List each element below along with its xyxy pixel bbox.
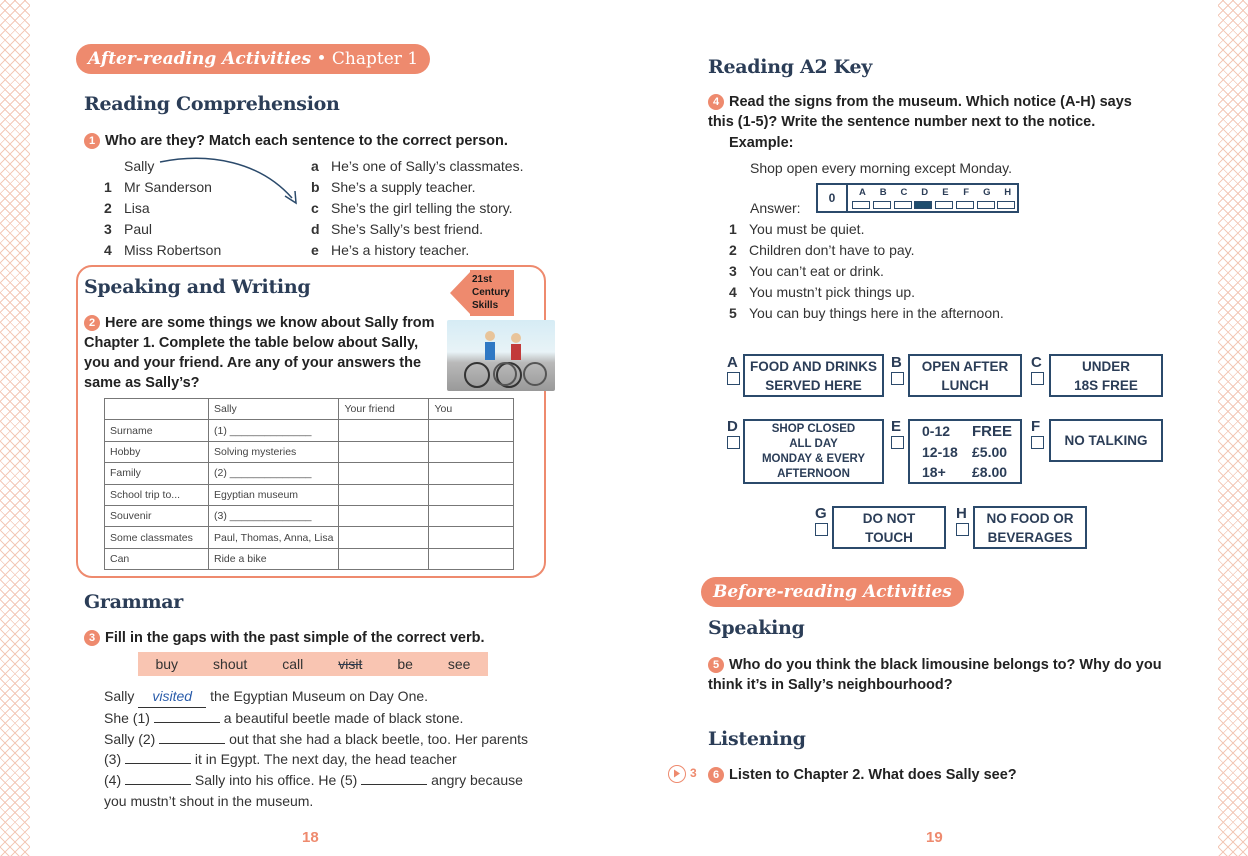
page-number-left: 18 bbox=[302, 829, 319, 846]
sign-b-checkbox[interactable] bbox=[891, 372, 904, 385]
gap-3[interactable] bbox=[125, 752, 191, 764]
gap-1[interactable] bbox=[154, 711, 220, 723]
table-row: Can Ride a bike bbox=[105, 548, 514, 569]
grammar-line: (3) it in Egypt. The next day, the head teacher bbox=[104, 751, 457, 768]
answer-letters: A B C D E F G H bbox=[858, 187, 1012, 198]
question-number: 5 bbox=[708, 657, 724, 673]
grammar-title: Grammar bbox=[84, 591, 183, 613]
word-see: see bbox=[447, 656, 471, 672]
list-item: d She’s Sally’s best friend. bbox=[311, 221, 484, 237]
question-5: 5 Who do you think the black limousine belongs to? Why do you think it’s in Sally’s neighbourhood? bbox=[708, 657, 1162, 693]
question-2: 2 Here are some things we know about Sally from Chapter 1. Complete the table below about Sally, you and your friend. Are any of your answers the same as Sally’s? bbox=[84, 315, 435, 391]
your-friend-cell[interactable] bbox=[339, 420, 429, 441]
banner-separator: • bbox=[316, 49, 327, 69]
your-friend-cell[interactable] bbox=[339, 463, 429, 484]
list-item: 3 Paul bbox=[104, 221, 153, 237]
your-friend-cell[interactable] bbox=[339, 441, 429, 462]
list-item: e He’s a history teacher. bbox=[311, 242, 470, 258]
sign-a: FOOD AND DRINKS SERVED HERE bbox=[743, 354, 884, 397]
list-item: 4 Miss Robertson bbox=[104, 242, 222, 258]
table-row: Hobby Solving mysteries bbox=[105, 441, 514, 462]
sign-c-letter: C bbox=[1031, 354, 1042, 371]
answer-boxes bbox=[852, 201, 1018, 209]
page-number-right: 19 bbox=[926, 829, 943, 846]
sign-h: NO FOOD OR BEVERAGES bbox=[973, 506, 1087, 549]
table-row: School trip to... Egyptian museum bbox=[105, 484, 514, 505]
answer-box-filled[interactable] bbox=[914, 201, 932, 209]
list-item: 1 You must be quiet. bbox=[729, 221, 865, 237]
list-item: 2 Children don’t have to pay. bbox=[729, 242, 915, 258]
grammar-line: Sally (2) out that she had a black beetle, too. Her parents bbox=[104, 730, 529, 747]
sign-h-letter: H bbox=[956, 505, 967, 522]
notice-items bbox=[729, 219, 1004, 324]
after-reading-banner bbox=[76, 44, 430, 74]
grammar-text bbox=[104, 686, 528, 812]
answer-box[interactable] bbox=[935, 201, 953, 209]
question-number: 2 bbox=[84, 315, 100, 331]
answer-grid bbox=[816, 183, 1019, 213]
skills-tab-arrow bbox=[450, 270, 472, 316]
your-friend-cell[interactable] bbox=[339, 484, 429, 505]
cyclists-photo bbox=[447, 320, 555, 391]
gap-5[interactable] bbox=[361, 773, 427, 785]
before-reading-banner: Before-reading Activities bbox=[701, 577, 964, 607]
sign-d-checkbox[interactable] bbox=[727, 436, 740, 449]
question-4: 4 Read the signs from the museum. Which notice (A-H) says this (1-5)? Write the sentence number next to the notice. bbox=[708, 94, 1132, 130]
sign-c-checkbox[interactable] bbox=[1031, 372, 1044, 385]
sign-g-checkbox[interactable] bbox=[815, 523, 828, 536]
you-cell[interactable] bbox=[429, 420, 514, 441]
list-item: 4 You mustn’t pick things up. bbox=[729, 284, 916, 300]
reading-comprehension-title: Reading Comprehension bbox=[84, 93, 340, 115]
banner-chapter: Chapter 1 bbox=[331, 49, 419, 69]
answer-box[interactable] bbox=[956, 201, 974, 209]
answer-box[interactable] bbox=[894, 201, 912, 209]
table-row: Family (2) ______________ bbox=[105, 463, 514, 484]
you-cell[interactable] bbox=[429, 441, 514, 462]
list-item: 2 Lisa bbox=[104, 200, 150, 216]
you-cell[interactable] bbox=[429, 463, 514, 484]
audio-play-icon[interactable] bbox=[668, 765, 686, 783]
sign-e-checkbox[interactable] bbox=[891, 436, 904, 449]
you-cell[interactable] bbox=[429, 548, 514, 569]
sign-d-letter: D bbox=[727, 418, 738, 435]
table-row: Souvenir (3) ______________ bbox=[105, 505, 514, 526]
you-cell[interactable] bbox=[429, 505, 514, 526]
audio-track-number: 3 bbox=[690, 766, 697, 780]
list-item: Sally bbox=[124, 158, 155, 174]
grammar-line: (4) Sally into his office. He (5) angry because bbox=[104, 772, 523, 789]
question-1: 1 Who are they? Match each sentence to the correct person. bbox=[84, 131, 508, 151]
list-item: 5 You can buy things here in the afternoon. bbox=[729, 305, 1004, 321]
word-visit-crossed: visit bbox=[338, 656, 363, 672]
question-3: 3 Fill in the gaps with the past simple of the correct verb. bbox=[84, 628, 485, 648]
question-number: 3 bbox=[84, 630, 100, 646]
you-cell[interactable] bbox=[429, 484, 514, 505]
sign-f-checkbox[interactable] bbox=[1031, 436, 1044, 449]
example-label: Example: bbox=[729, 135, 794, 151]
grammar-line: Sally visited the Egyptian Museum on Day One. bbox=[104, 686, 528, 708]
grammar-line: She (1) a beautiful beetle made of black stone. bbox=[104, 709, 464, 726]
sally-table bbox=[104, 398, 514, 570]
table-row: Surname (1) ______________ bbox=[105, 420, 514, 441]
you-cell[interactable] bbox=[429, 527, 514, 548]
question-number: 6 bbox=[708, 767, 724, 783]
list-item: a He’s one of Sally’s classmates. bbox=[311, 158, 524, 174]
word-bank bbox=[138, 652, 488, 676]
gap-2[interactable] bbox=[159, 732, 225, 744]
question-number: 4 bbox=[708, 94, 724, 110]
word-be: be bbox=[397, 656, 413, 672]
answer-box[interactable] bbox=[873, 201, 891, 209]
sign-e-letter: E bbox=[891, 418, 902, 435]
match-example-arrow bbox=[150, 150, 310, 212]
table-header-row: Sally Your friend You bbox=[105, 399, 514, 420]
question-number: 1 bbox=[84, 133, 100, 149]
word-buy: buy bbox=[155, 656, 179, 672]
answer-zero: 0 bbox=[818, 185, 848, 211]
answer-box[interactable] bbox=[997, 201, 1015, 209]
list-item: b She’s a supply teacher. bbox=[311, 179, 476, 195]
sign-f-letter: F bbox=[1031, 418, 1041, 435]
word-call: call bbox=[282, 656, 304, 672]
listening-title: Listening bbox=[708, 728, 806, 750]
speaking-title: Speaking bbox=[708, 617, 805, 639]
answer-box[interactable] bbox=[977, 201, 995, 209]
speaking-writing-title: Speaking and Writing bbox=[84, 276, 311, 298]
sign-a-letter: A bbox=[727, 354, 738, 371]
century-skills-label: 21st Century Skills bbox=[472, 274, 510, 311]
sign-g-letter: G bbox=[815, 505, 827, 522]
left-border-pattern bbox=[0, 0, 30, 856]
sign-a-checkbox[interactable] bbox=[727, 372, 740, 385]
sign-b: OPEN AFTER LUNCH bbox=[908, 354, 1022, 397]
sign-d: SHOP CLOSED ALL DAY MONDAY & EVERY AFTERNOON bbox=[743, 419, 884, 484]
sign-g: DO NOT TOUCH bbox=[832, 506, 946, 549]
banner-main-text: After-reading Activities bbox=[88, 49, 312, 69]
your-friend-cell[interactable] bbox=[339, 548, 429, 569]
grammar-line: you mustn’t shout in the museum. bbox=[104, 792, 314, 809]
sign-b-letter: B bbox=[891, 354, 902, 371]
question-6: 6 Listen to Chapter 2. What does Sally see? bbox=[708, 765, 1017, 785]
sign-h-checkbox[interactable] bbox=[956, 523, 969, 536]
reading-a2-key-title: Reading A2 Key bbox=[708, 56, 873, 78]
sign-c: UNDER 18S FREE bbox=[1049, 354, 1163, 397]
your-friend-cell[interactable] bbox=[339, 505, 429, 526]
example-text: Shop open every morning except Monday. bbox=[750, 160, 1013, 176]
example-answer: visited bbox=[138, 686, 206, 708]
list-item: c She’s the girl telling the story. bbox=[311, 200, 513, 216]
table-row: Some classmates Paul, Thomas, Anna, Lisa bbox=[105, 527, 514, 548]
sentences-list bbox=[311, 156, 523, 261]
answer-label: Answer: bbox=[750, 200, 801, 216]
sign-f: NO TALKING bbox=[1049, 419, 1163, 462]
word-shout: shout bbox=[213, 656, 248, 672]
your-friend-cell[interactable] bbox=[339, 527, 429, 548]
right-border-pattern bbox=[1218, 0, 1248, 856]
list-item: 3 You can’t eat or drink. bbox=[729, 263, 884, 279]
answer-box[interactable] bbox=[852, 201, 870, 209]
sign-e-price-list: 0-12 FREE 12-18 £5.00 18+ £8.00 bbox=[908, 419, 1022, 484]
list-item: 1 Mr Sanderson bbox=[104, 179, 212, 195]
gap-4[interactable] bbox=[125, 773, 191, 785]
